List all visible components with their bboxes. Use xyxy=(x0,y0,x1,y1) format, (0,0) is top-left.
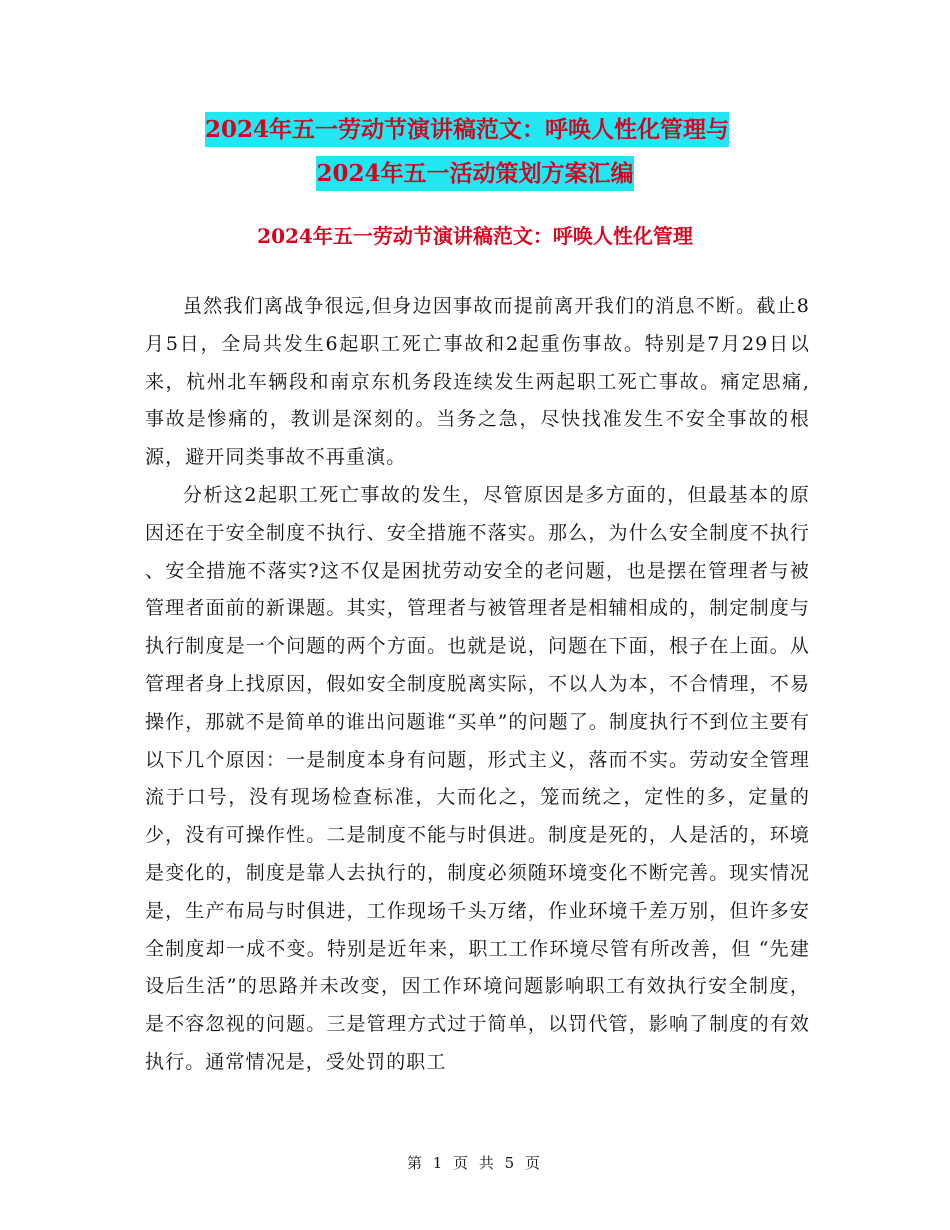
page-footer: 第 1 页 共 5 页 xyxy=(407,1154,543,1172)
body-text xyxy=(145,288,810,1082)
paragraph: 虽然我们离战争很远,但身边因事故而提前离开我们的消息不断。截止8月5日，全局共发生6起职工死亡事故和2起重伤事故。特别是7月29日以来，杭州北车辆段和南京东机务段连续发生两起职工死亡事故。痛定思痛,事故是惨痛的，教训是深刻的。当务之急，尽快找准发生不安全事故的根源，避开同类事故不再重演。 xyxy=(145,295,810,469)
document-title-line2: 2024年五一活动策划方案汇编 xyxy=(316,156,633,191)
document-title-line1: 2024年五一劳动节演讲稿范文：呼唤人性化管理与 xyxy=(205,112,729,147)
section-title: 2024年五一劳动节演讲稿范文：呼唤人性化管理 xyxy=(257,224,693,248)
paragraph: 分析这2起职工死亡事故的发生，尽管原因是多方面的，但最基本的原因还在于安全制度不执行、安全措施不落实。那么，为什么安全制度不执行 、安全措施不落实?这不仅是困扰劳动安全的老问题，也是摆在管理者与被管理者面前的新课题。其实，管理者与被管理者是相辅相成的，制定制度与执行制度是一个问题的两个方面。也就是说，问题在下面，根子在上面。从管理者身上找原因，假如安全制度脱离实际，不以人为本，不合情理，不易操作，那就不是简单的谁出问题谁“买单”的问题了。制度执行不到位主要有以下几个原因：一是制度本身有问题，形式主义，落而不实。劳动安全管理流于口号，没有现场检查标准，大而化之，笼而统之，定性的多，定量的少，没有可操作性。二是制度不能与时俱进。制度是死的，人是活的，环境是变化的，制度是靠人去执行的，制度必须随环境变化不断完善。现实情况是，生产布局与时俱进，工作现场千头万绪，作业环境千差万别，但许多安全制度却一成不变。特别是近年来，职工工作环境尽管有所改善，但 “先建设后生活”的思路并未改变，因工作环境问题影响职工有效执行安全制度，是不容忽视的问题。三是管理方式过于简单，以罚代管，影响了制度的有效执行。通常情况是，受处罚的职工 xyxy=(145,483,810,1073)
